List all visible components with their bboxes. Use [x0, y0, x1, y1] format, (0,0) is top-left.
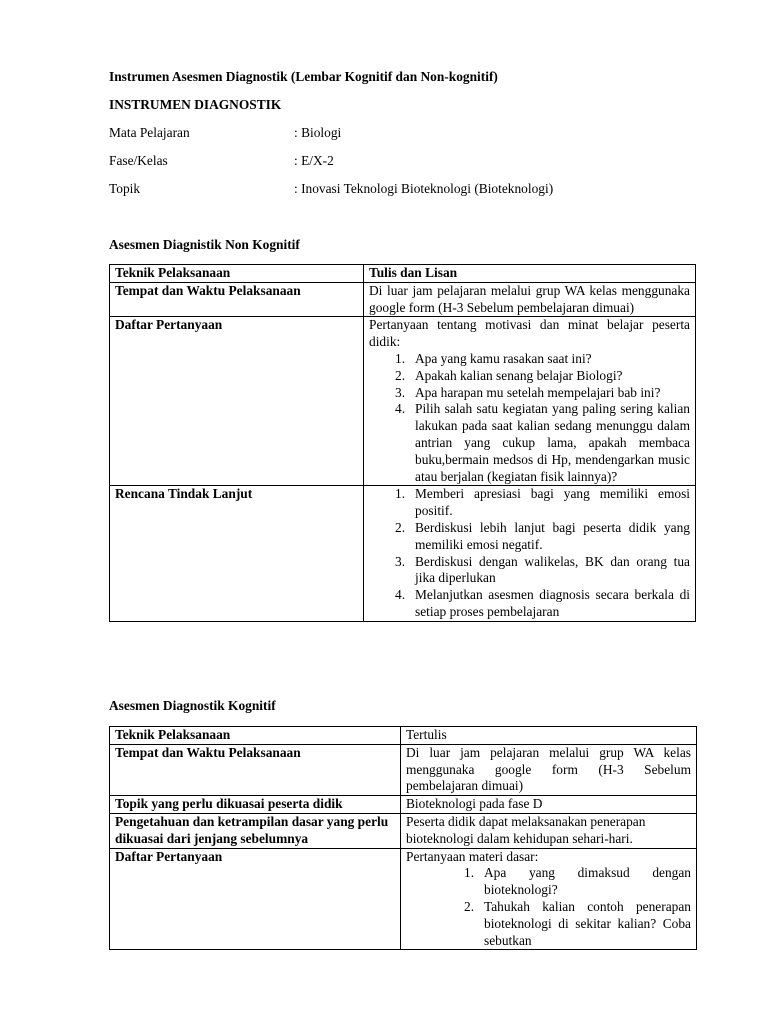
follow-up-list — [395, 486, 690, 620]
row-value: Peserta didik dapat melaksanakan penerapan bioteknologi dalam kehidupan sehari-hari. — [401, 813, 697, 848]
row-label: Topik yang perlu dikuasai peserta didik — [110, 796, 401, 814]
table-row — [110, 813, 697, 848]
question-intro: Pertanyaan tentang motivasi dan minat belajar peserta didik: — [369, 317, 690, 350]
list-item: 4. Pilih salah satu kegiatan yang paling sering kalian lakukan pada saat kalian sedang menunggu dalam antrian yang cukup lama, apakah membaca buku,bermain medsos di Hp, mendengarkan music atau berjalan (kegiatan fisik lainnya)? — [395, 401, 690, 484]
non-kognitif-heading: Asesmen Diagnistik Non Kognitif — [109, 237, 300, 252]
table-row — [110, 796, 697, 814]
list-item: 1. Memberi apresiasi bagi yang memiliki emosi positif. — [395, 486, 690, 519]
table-row — [110, 727, 697, 745]
row-label: Rencana Tindak Lanjut — [110, 486, 364, 621]
row-label: Teknik Pelaksanaan — [110, 727, 401, 745]
list-item: 2. Tahukah kalian contoh penerapan bioteknologi di sekitar kalian? Coba sebutkan — [464, 898, 691, 948]
row-label: Tempat dan Waktu Pelaksanaan — [110, 744, 401, 795]
question-intro: Pertanyaan materi dasar: — [406, 848, 539, 864]
row-label: Pengetahuan dan ketrampilan dasar yang perlu dikuasai dari jenjang sebelumnya — [110, 813, 401, 848]
list-item: 2. Berdiskusi lebih lanjut bagi peserta didik yang memiliki emosi negatif. — [395, 519, 690, 552]
list-item: 3. Apa harapan mu setelah mempelajari bab ini? — [395, 384, 661, 400]
row-label: Teknik Pelaksanaan — [110, 265, 364, 283]
table-row — [110, 282, 696, 317]
document-title: Instrumen Asesmen Diagnostik (Lembar Kognitif dan Non-kognitif) — [109, 69, 498, 84]
question-list — [464, 865, 691, 949]
row-value: Di luar jam pelajaran melalui grup WA kelas menggunaka google form (H-3 Sebelum pembelajaran dimuai) — [401, 744, 697, 795]
info-key: Fase/Kelas — [109, 153, 168, 168]
info-value: : Inovasi Teknologi Bioteknologi (Bioteknologi) — [294, 181, 554, 196]
kognitif-table — [109, 726, 697, 950]
table-row — [110, 317, 696, 486]
list-item: 1. Apa yang dimaksud dengan bioteknologi? — [464, 865, 691, 898]
info-value: : E/X-2 — [294, 153, 334, 168]
row-value: Tertulis — [401, 727, 697, 745]
section-heading: INSTRUMEN DIAGNOSTIK — [109, 97, 282, 112]
row-value: Tulis dan Lisan — [364, 265, 696, 283]
non-kognitif-table — [109, 264, 696, 622]
row-value: Di luar jam pelajaran melalui grup WA kelas menggunaka google form (H-3 Sebelum pembelajaran dimuai) — [364, 282, 696, 317]
info-key: Topik — [109, 181, 141, 196]
row-value — [364, 486, 696, 621]
question-list — [395, 350, 690, 485]
table-row — [110, 744, 697, 795]
row-label: Tempat dan Waktu Pelaksanaan — [110, 282, 364, 317]
row-value — [364, 317, 696, 486]
table-row — [110, 486, 696, 621]
list-item: 2. Apakah kalian senang belajar Biologi? — [395, 367, 623, 383]
row-value — [401, 848, 697, 950]
table-row — [110, 848, 697, 950]
list-item: 1. Apa yang kamu rasakan saat ini? — [395, 350, 592, 366]
table-row — [110, 265, 696, 283]
info-key: Mata Pelajaran — [109, 125, 190, 140]
kognitif-heading: Asesmen Diagnostik Kognitif — [109, 698, 276, 713]
row-label: Daftar Pertanyaan — [110, 848, 401, 950]
list-item: 4. Melanjutkan asesmen diagnosis secara berkala di setiap proses pembelajaran — [395, 587, 690, 619]
list-item: 3. Berdiskusi dengan walikelas, BK dan orang tua jika diperlukan — [395, 553, 690, 586]
row-label: Daftar Pertanyaan — [110, 317, 364, 486]
row-value: Bioteknologi pada fase D — [401, 796, 697, 814]
info-value: : Biologi — [294, 125, 342, 140]
